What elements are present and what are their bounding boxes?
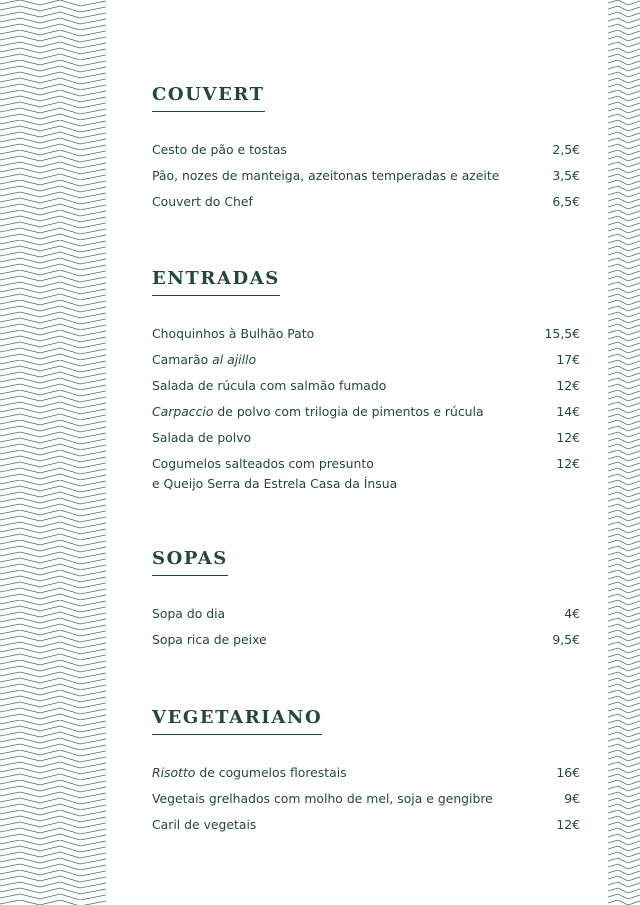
item-name: Couvert do Chef [152, 194, 253, 209]
item-list [152, 763, 580, 835]
item-name: Salada de rúcula com salmão fumado [152, 378, 387, 393]
item-name: Salada de polvo [152, 430, 252, 445]
section-sopas [152, 548, 580, 656]
item-price: 12€ [556, 430, 580, 445]
item-price: 12€ [556, 817, 580, 832]
menu-item [152, 192, 580, 212]
item-name: Pão, nozes de manteiga, azeitonas temperadas e azeite [152, 168, 500, 183]
item-price: 14€ [556, 404, 580, 419]
item-name: Risotto de cogumelos florestais [152, 765, 347, 780]
section-title: VEGETARIANO [152, 707, 322, 735]
menu-item [152, 428, 580, 448]
item-name: Vegetais grelhados com molho de mel, soja e gengibre [152, 791, 493, 806]
item-list [152, 604, 580, 650]
menu-item [152, 454, 580, 494]
menu-item [152, 630, 580, 650]
item-price: 6,5€ [552, 194, 580, 209]
decorative-pattern-right [608, 0, 640, 905]
item-list [152, 324, 580, 494]
item-name: Camarão al ajillo [152, 352, 257, 367]
item-name: Cogumelos salteados com presunto e Queijo Serra da Estrela Casa da Ínsua [152, 456, 398, 491]
item-name: Cesto de pão e tostas [152, 142, 287, 157]
section-title: COUVERT [152, 84, 265, 112]
item-name: Choquinhos à Bulhão Pato [152, 326, 315, 341]
item-price: 4€ [564, 606, 580, 621]
section-title: ENTRADAS [152, 268, 280, 296]
item-name: Sopa do dia [152, 606, 226, 621]
menu-item [152, 789, 580, 809]
item-price: 17€ [556, 352, 580, 367]
section-couvert [152, 84, 580, 218]
item-name: Sopa rica de peixe [152, 632, 267, 647]
item-price: 9,5€ [552, 632, 580, 647]
item-price: 15,5€ [544, 326, 580, 341]
item-name: Caril de vegetais [152, 817, 257, 832]
item-name: Carpaccio de polvo com trilogia de pimentos e rúcula [152, 404, 484, 419]
menu-item [152, 324, 580, 344]
menu-item [152, 166, 580, 186]
item-price: 12€ [556, 456, 580, 471]
zigzag-pattern-icon [608, 0, 640, 905]
section-title: SOPAS [152, 548, 228, 576]
menu-item [152, 140, 580, 160]
menu-item [152, 815, 580, 835]
decorative-pattern-left [0, 0, 106, 905]
item-price: 16€ [556, 765, 580, 780]
menu-item [152, 763, 580, 783]
item-price: 9€ [564, 791, 580, 806]
zigzag-pattern-icon [0, 0, 106, 905]
menu-item [152, 350, 580, 370]
item-price: 2,5€ [552, 142, 580, 157]
section-entradas [152, 268, 580, 500]
menu-item [152, 376, 580, 396]
section-vegetariano [152, 707, 580, 841]
menu-item [152, 604, 580, 624]
item-price: 3,5€ [552, 168, 580, 183]
menu-item [152, 402, 580, 422]
item-list [152, 140, 580, 212]
item-price: 12€ [556, 378, 580, 393]
